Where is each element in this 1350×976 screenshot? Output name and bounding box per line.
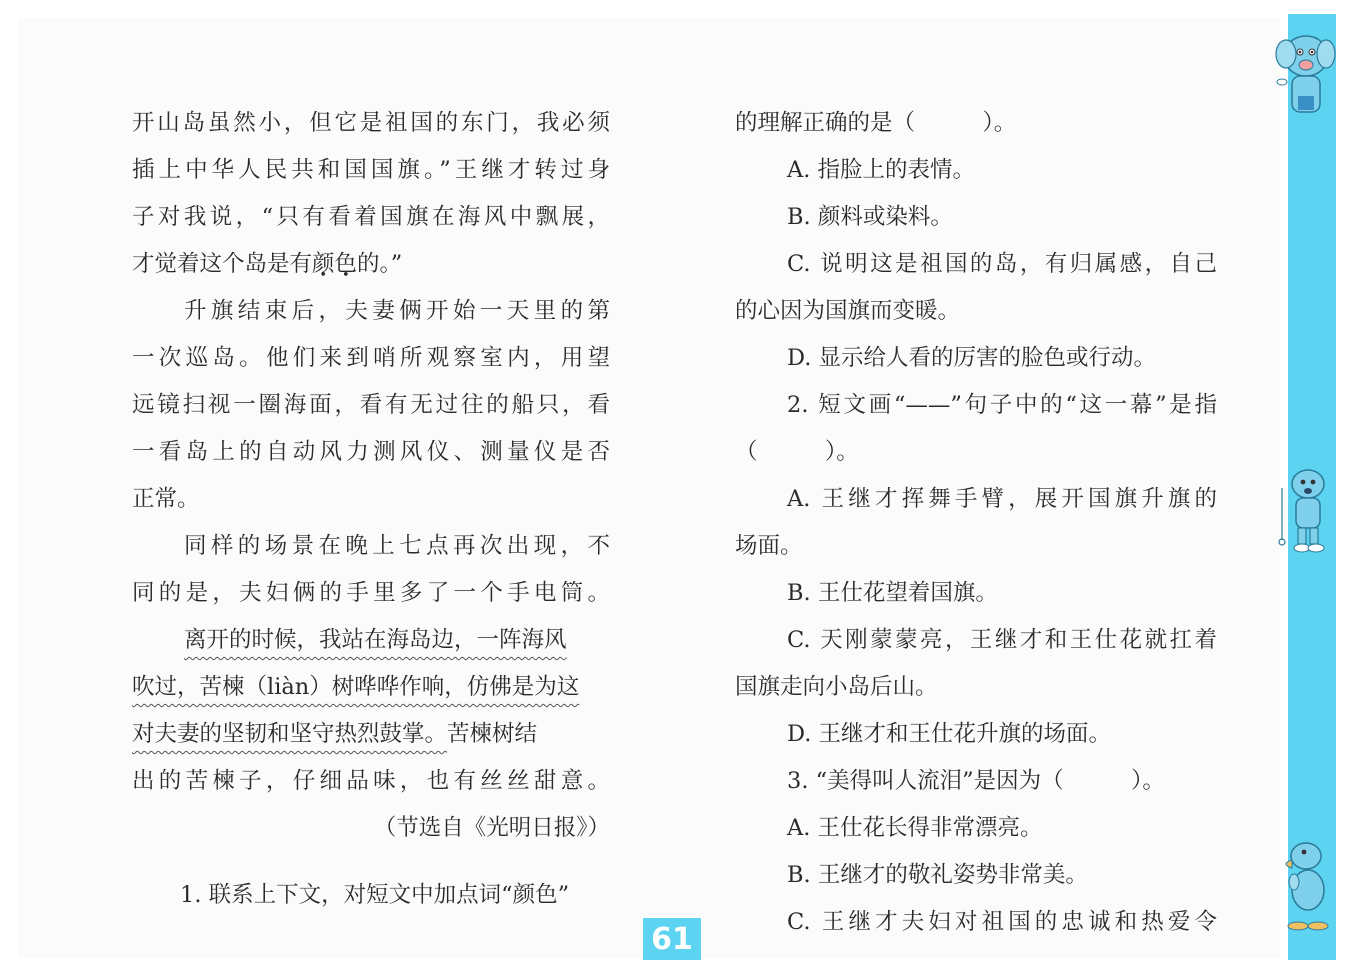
option-line: D. 王继才和王仕花升旗的场面。	[787, 721, 1112, 747]
right-text-column	[735, 100, 1217, 946]
passage-line: 出的苦楝子，仔细品味，也有丝丝甜意。	[132, 768, 610, 794]
passage-line: 远镜扫视一圈海面，看有无过往的船只，看	[132, 392, 610, 418]
option-line: A. 指脸上的表情。	[787, 157, 976, 183]
underlined-passage-line	[132, 711, 610, 758]
elephant-mascot-icon	[1272, 20, 1336, 130]
page-number: 61	[643, 918, 701, 960]
passage-line-with-dotted-word	[132, 241, 610, 288]
passage-line: 一次巡岛。他们来到哨所观察室内，用望	[132, 345, 610, 371]
question-3-stem: 3. “美得叫人流泪”是因为（ ）。	[787, 768, 1165, 794]
question-line: （ ）。	[735, 439, 859, 465]
option-line: D. 显示给人看的厉害的脸色或行动。	[787, 345, 1157, 371]
option-line: C. 王继才夫妇对祖国的忠诚和热爱令	[787, 909, 1217, 935]
option-line: B. 王继才的敬礼姿势非常美。	[787, 862, 1088, 888]
passage-text: 才觉着这个岛是有	[132, 251, 313, 277]
option-line: B. 颜料或染料。	[787, 204, 953, 230]
option-line: B. 王仕花望着国旗。	[787, 580, 998, 606]
wavy-underlined-text: 离开的时候，我站在海岛边，一阵海风	[184, 627, 567, 653]
question-2-stem: 2. 短文画“——”句子中的“这一幕”是指	[787, 392, 1217, 418]
passage-text: 的。”	[357, 251, 403, 277]
option-line: C. 说明这是祖国的岛，有归属感，自己	[787, 251, 1217, 277]
passage-line: 子对我说，“只有看着国旗在海风中飘展，	[132, 204, 610, 230]
question-line: 的理解正确的是（ ）。	[735, 110, 1017, 136]
wavy-underlined-text: 对夫妻的坚韧和坚守热烈鼓掌。	[132, 721, 448, 747]
option-line: A. 王继才挥舞手臂，展开国旗升旗的	[787, 486, 1217, 512]
passage-line: 同样的场景在晚上七点再次出现，不	[184, 533, 610, 559]
passage-line: 开山岛虽然小，但它是祖国的东门，我必须	[132, 110, 610, 136]
question-1-stem: 1. 联系上下文，对短文中加点词“颜色”	[180, 882, 570, 908]
left-text-column	[132, 100, 610, 919]
option-line: 的心因为国旗而变暖。	[735, 298, 961, 324]
dotted-char: 颜	[312, 251, 335, 277]
passage-text: 苦楝树结	[447, 721, 538, 747]
source-citation: （节选自《光明日报》）	[373, 815, 610, 841]
passage-line: 插上中华人民共和国国旗。”王继才转过身	[132, 157, 610, 183]
wavy-underlined-text: 吹过，苦楝（liàn）树哗哗作响，仿佛是为这	[132, 674, 580, 700]
duck-mascot-icon	[1272, 830, 1336, 940]
option-line: 国旗走向小岛后山。	[735, 674, 938, 700]
passage-line: 一看岛上的自动风力测风仪、测量仪是否	[132, 439, 610, 465]
passage-line: 升旗结束后，夫妻俩开始一天里的第	[184, 298, 610, 324]
dotted-char: 色	[334, 251, 358, 277]
passage-line: 正常。	[132, 486, 200, 512]
dog-mascot-icon	[1272, 458, 1336, 558]
underlined-passage-line	[132, 664, 610, 711]
passage-line: 同的是，夫妇俩的手里多了一个手电筒。	[132, 580, 610, 606]
underlined-passage-line	[132, 617, 610, 664]
option-line: C. 天刚蒙蒙亮，王继才和王仕花就扛着	[787, 627, 1217, 653]
option-line: A. 王仕花长得非常漂亮。	[787, 815, 1043, 841]
option-line: 场面。	[735, 533, 803, 559]
